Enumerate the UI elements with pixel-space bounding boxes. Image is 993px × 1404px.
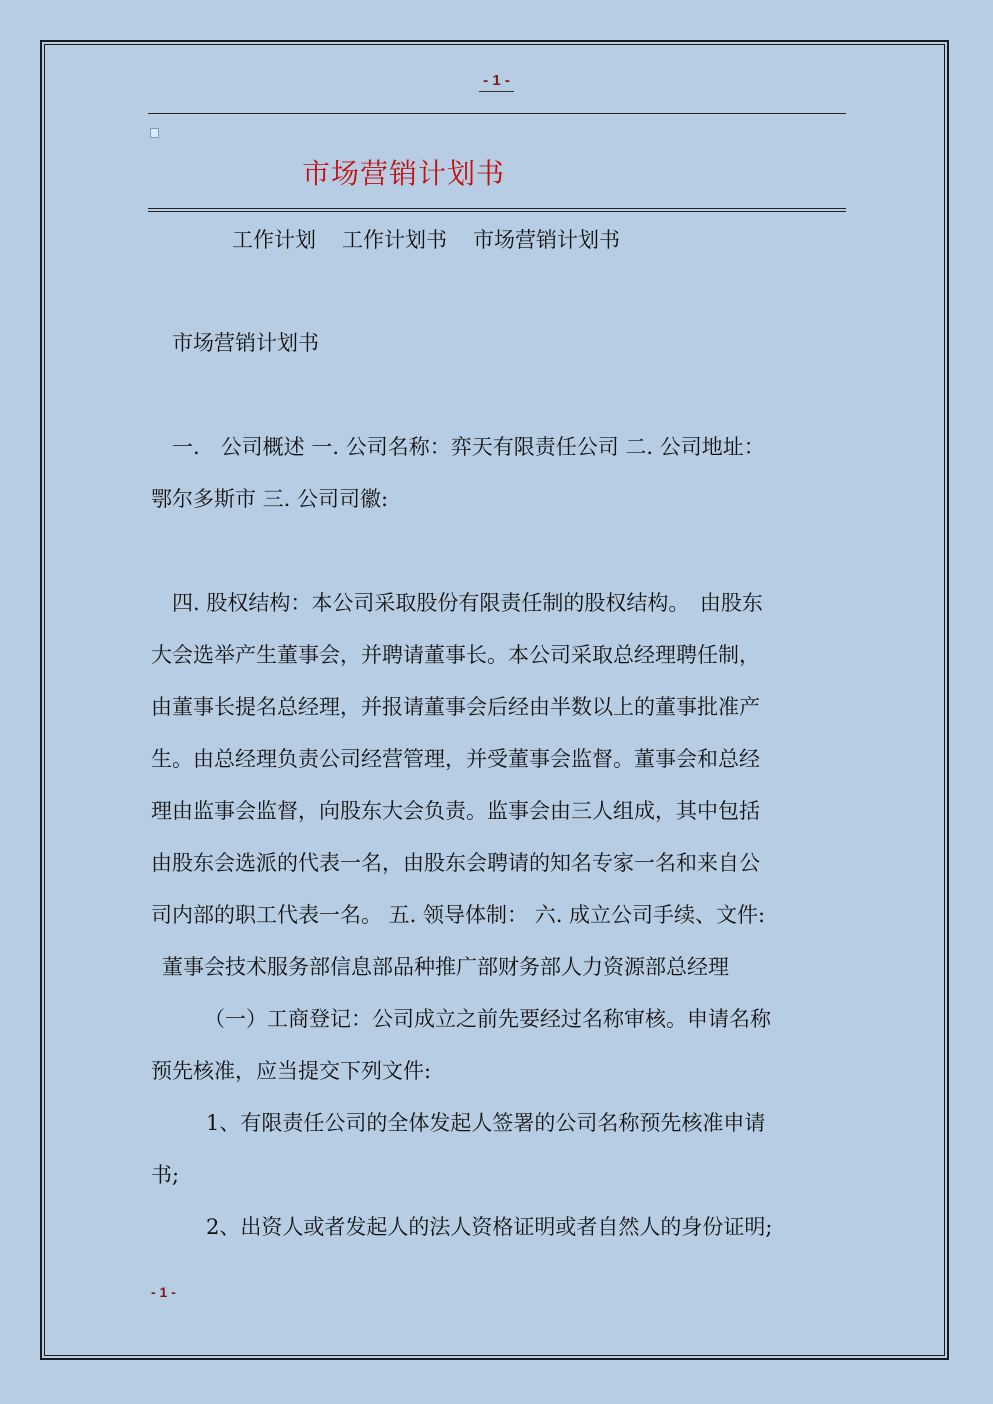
body-line: 理由监事会监督，向股东大会负责。监事会由三人组成，其中包括 (151, 799, 760, 823)
body-line: 2、出资人或者发起人的法人资格证明或者自然人的身份证明; (206, 1215, 773, 1239)
footer-page-number: - 1 - (151, 1284, 176, 1300)
tag-item[interactable]: 市场营销计划书 (473, 228, 620, 252)
body-line: 生。由总经理负责公司经营管理，并受董事会监督。董事会和总经 (151, 747, 760, 771)
header-rule (148, 113, 846, 114)
header-page-number (0, 72, 993, 92)
body-line: 一. 公司概述 一. 公司名称：弈天有限责任公司 二. 公司地址： (172, 435, 765, 459)
tag-item[interactable]: 工作计划书 (342, 228, 447, 252)
document-title: 市场营销计划书 (302, 157, 506, 190)
body-line: 董事会技术服务部信息部品种推广部财务部人力资源部总经理 (162, 955, 729, 979)
body-line: 1、有限责任公司的全体发起人签署的公司名称预先核准申请 (206, 1111, 766, 1135)
body-line: （一）工商登记：公司成立之前先要经过名称审核。申请名称 (204, 1007, 771, 1031)
body-line: 预先核准，应当提交下列文件: (151, 1059, 432, 1083)
tag-item[interactable]: 工作计划 (232, 228, 316, 252)
body-line: 大会选举产生董事会，并聘请董事长。本公司采取总经理聘任制， (151, 643, 760, 667)
title-rule (148, 208, 846, 209)
tag-list (232, 224, 620, 254)
body-line: 四. 股权结构：本公司采取股份有限责任制的股权结构。 由股东 (172, 591, 763, 615)
header-page-number-text: - 1 - (479, 72, 514, 92)
section-heading: 市场营销计划书 (172, 331, 319, 355)
body-line: 由股东会选派的代表一名，由股东会聘请的知名专家一名和来自公 (151, 851, 760, 875)
document-icon (150, 128, 159, 138)
body-line: 由董事长提名总经理，并报请董事会后经由半数以上的董事批准产 (151, 695, 760, 719)
title-rule-double (148, 211, 846, 212)
body-line: 鄂尔多斯市 三. 公司司徽: (151, 487, 389, 511)
body-line: 书; (151, 1163, 180, 1187)
body-line: 司内部的职工代表一名。 五. 领导体制： 六. 成立公司手续、文件: (151, 903, 766, 927)
